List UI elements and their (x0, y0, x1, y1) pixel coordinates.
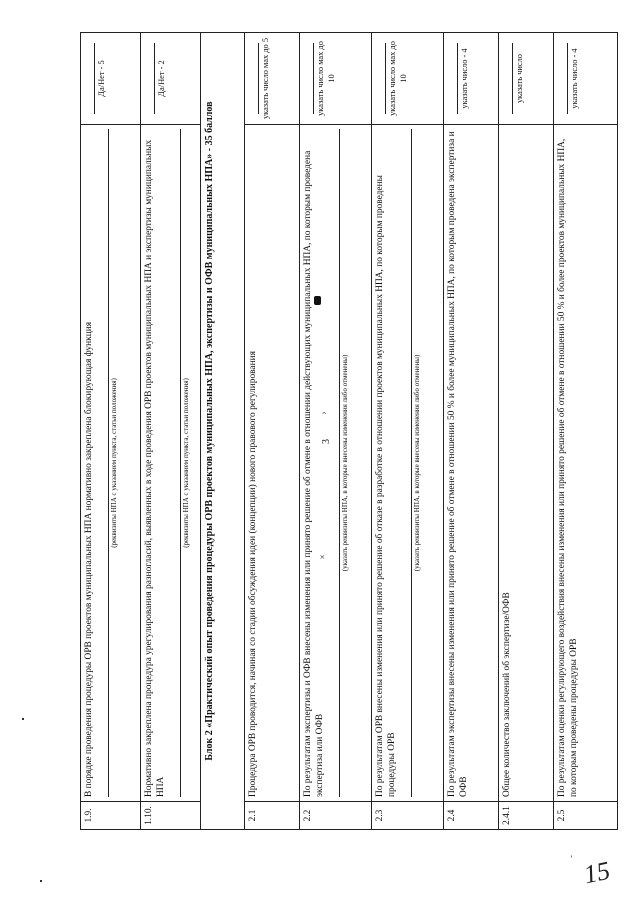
row-text: По результатам ОРВ внесены изменения или принято решение об отказе в разработке в отношении проектов муниципальных НПА, по которым проведены процедуры ОРВ (375, 175, 397, 797)
answer-text: указать число - 4 (460, 48, 469, 109)
rotated-table-wrapper (80, 32, 618, 830)
row-text: По результатам оценки регулирующего воздействия внесены изменения или принято решение об отмене в отношении 50 % и более проектов муниципальных НПА, по которым проведены процедуры ОРВ (557, 138, 579, 797)
scan-mark: › (318, 411, 329, 415)
row-text: В порядке проведения процедуры ОРВ проектов муниципальных НПА нормативно закреплена блокирующая функция (84, 321, 94, 797)
page-number: 3 (321, 439, 332, 444)
table-row (372, 33, 444, 830)
row-number: 1.10. (141, 802, 201, 830)
row-number: 2.2 (300, 802, 372, 830)
scan-mark: × (317, 554, 328, 560)
answer-cell (372, 33, 444, 125)
row-text-cell (554, 125, 618, 802)
row-text-cell (245, 125, 300, 802)
criteria-table (80, 32, 618, 830)
answer-text: указать число мах до 10 (316, 41, 336, 116)
row-text: По результатам экспертизы внесены изменения или принято решение об отмене в отношении 50 % и более муниципальных НПА, по которым проведена экспертиза и ОФВ (447, 131, 469, 797)
row-number: 2.4 (444, 802, 499, 830)
row-text-cell (499, 125, 554, 802)
row-note: (реквизиты НПА с указанием пункта, статьи положения) (180, 129, 191, 797)
row-text-cell (444, 125, 499, 802)
row-note: (указать реквизиты НПА, в которые внесены изменения либо отменены) (339, 129, 350, 797)
answer-text: указать число - 4 (570, 48, 579, 109)
row-text-cell (141, 125, 201, 802)
answer-cell (499, 33, 554, 125)
row-text: По результатам экспертизы и ОФВ внесены изменения или принято решение об отмене в отношении действующих муниципальных НПА, по которым проведена экспертиза или ОФВ (303, 150, 325, 797)
row-number: 2.3 (372, 802, 444, 830)
answer-text: указать число мах до 10 (388, 41, 408, 116)
row-number: 1.9. (81, 802, 141, 830)
answer-cell (444, 33, 499, 125)
table-row (81, 33, 141, 830)
answer-text: указать число (515, 54, 524, 104)
answer-text: указать число мах до 5 (261, 37, 270, 120)
table-row (499, 33, 554, 830)
row-note: (реквизиты НПА с указанием пункта, статьи положения) (108, 129, 119, 797)
answer-cell (141, 33, 201, 125)
answer-cell (81, 33, 141, 125)
row-number: 2.1 (245, 802, 300, 830)
answer-text: Да/Нет - 2 (157, 60, 166, 97)
block-title: Блок 2 «Практический опыт проведения процедуры ОРВ проектов муниципальных НПА, экспертизы и ОФВ муниципальных НПА» - 35 баллов (201, 33, 245, 830)
table-row (554, 33, 618, 830)
row-number: 2.5 (554, 802, 618, 830)
row-number: 2.4.1 (499, 802, 554, 830)
scan-mark: ʼ (570, 854, 573, 863)
answer-cell (554, 33, 618, 125)
table-row (245, 33, 300, 830)
row-text-cell (372, 125, 444, 802)
answer-cell (245, 33, 300, 125)
row-text-cell (300, 125, 372, 802)
block-heading-row (201, 33, 245, 830)
table-row (141, 33, 201, 830)
handwritten-page-number: 15 (581, 855, 613, 890)
scan-dot (40, 880, 42, 882)
row-text-cell (81, 125, 141, 802)
answer-text: Да/Нет - 5 (97, 60, 106, 97)
row-note: (указать реквизиты НПА, в которые внесены изменения либо отменены) (411, 129, 422, 797)
row-text: Нормативно закреплена процедура урегулирования разногласий, выявленных в ходе проведения ОРВ проектов муниципальных НПА и экспертизы муниципальных НПА (144, 139, 166, 797)
answer-cell (300, 33, 372, 125)
row-text: Общее количество заключений об экспертизе/ОФВ (502, 592, 512, 797)
scan-dot (22, 718, 24, 720)
table-row (300, 33, 372, 830)
row-text: Процедура ОРВ проводится, начиная со стадии обсуждения идеи (концепции) нового правового регулирования (248, 351, 258, 797)
table-row (444, 33, 499, 830)
